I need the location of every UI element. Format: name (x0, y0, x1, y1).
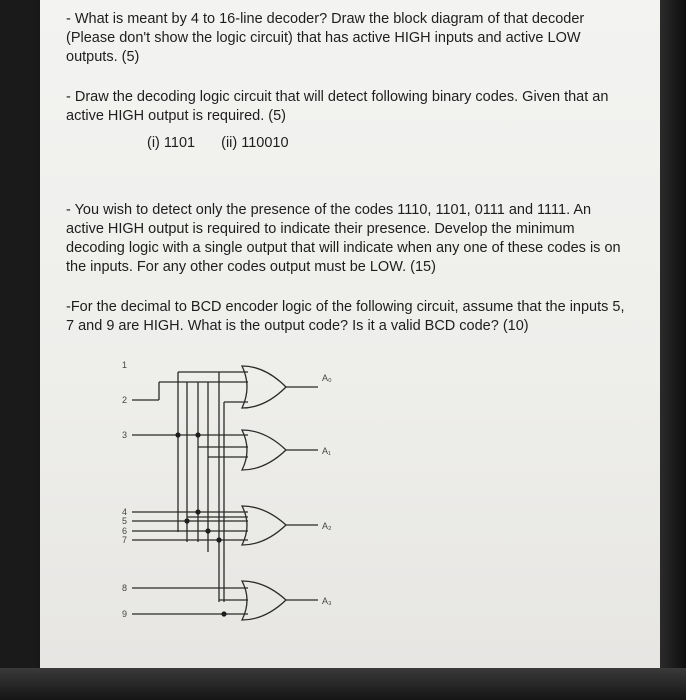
question-bcd-encoder: -For the decimal to BCD encoder logic of the following circuit, assume that the inputs 5, 7 and 9 are HIGH. What is the output code? Is it a valid BCD code? (10) (66, 299, 625, 334)
input-label-3: 3 (122, 430, 128, 440)
input-label-6: 6 (122, 526, 128, 536)
input-label-1: 1 (122, 360, 128, 370)
question-minimum-logic: - You wish to detect only the presence of the codes 1110, 1101, 0111 and 1111. An active HIGH output is required to indicate their presence. Develop the minimum decoding logic with a single output that will indicate when any one of these codes is on the inputs. For any other codes output must be LOW. (15) (66, 202, 621, 275)
encoder-circuit-diagram (80, 352, 340, 632)
output-label-a0: A₀ (322, 373, 332, 383)
input-label-7: 7 (122, 535, 128, 545)
background-floor (0, 668, 686, 700)
input-label-2: 2 (122, 395, 128, 405)
input-label-9: 9 (122, 609, 128, 619)
input-label-4: 4 (122, 507, 128, 517)
input-label-8: 8 (122, 583, 128, 593)
code-i: (i) 1101 (147, 135, 196, 151)
background-edge (660, 0, 686, 668)
output-label-a3: A₃ (322, 596, 332, 606)
output-label-a2: A₂ (322, 521, 332, 531)
input-label-5: 5 (122, 516, 128, 526)
question-decoder: - What is meant by 4 to 16-line decoder? Draw the block diagram of that decoder (Please don't show the logic circuit) that has active HIGH inputs and active LOW outputs. (5) (66, 11, 585, 65)
worksheet-paper (40, 0, 660, 668)
question-decoding-logic: - Draw the decoding logic circuit that will detect following binary codes. Given that an active HIGH output is required. (5) (66, 89, 609, 124)
binary-codes (147, 135, 311, 151)
code-ii: (ii) 110010 (221, 135, 289, 151)
output-label-a1: A₁ (322, 446, 332, 456)
